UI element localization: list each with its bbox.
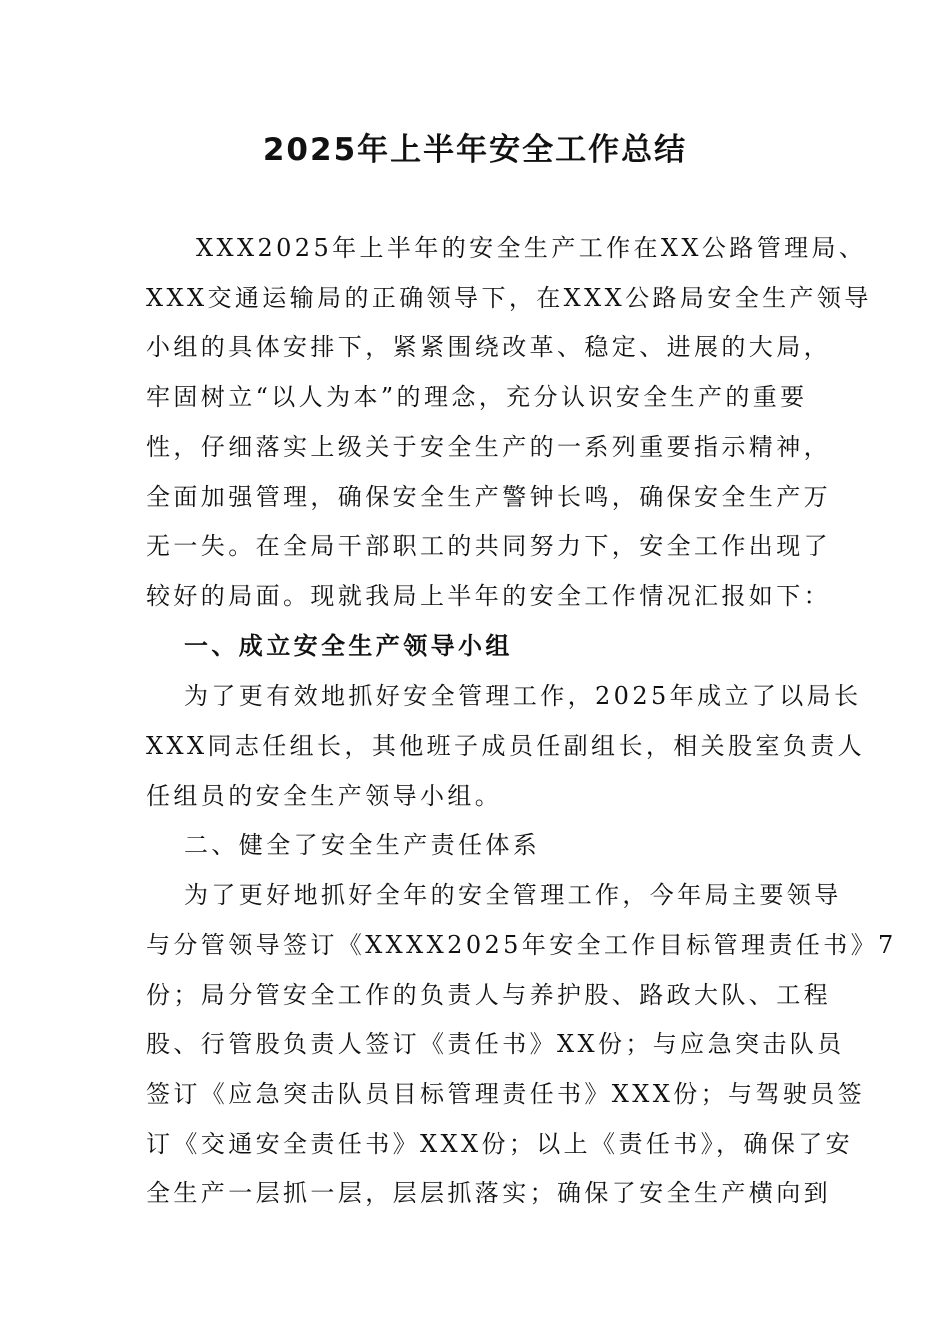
paragraph-line: 任组员的安全生产领导小组。 (146, 782, 503, 810)
paragraph-line: XXX2025年上半年的安全生产工作在XX公路管理局、 (196, 234, 867, 262)
paragraph-line: 性，仔细落实上级关于安全生产的一系列重要指示精神， (146, 433, 831, 461)
section-heading: 一、成立安全生产领导小组 (184, 632, 513, 660)
paragraph-line: 签订《应急突击队员目标管理责任书》XXX份；与驾驶员签 (146, 1080, 866, 1108)
paragraph-line: 为了更有效地抓好安全管理工作，2025年成立了以局长 (184, 682, 862, 710)
paragraph-line: XXX交通运输局的正确领导下，在XXX公路局安全生产领导 (146, 284, 872, 312)
paragraph-line: 全生产一层抓一层，层层抓落实；确保了安全生产横向到 (146, 1179, 831, 1207)
paragraph-line: 小组的具体安排下，紧紧围绕改革、稳定、进展的大局， (146, 333, 831, 361)
section-heading: 二、健全了安全生产责任体系 (184, 831, 541, 859)
paragraph-line: 股、行管股负责人签订《责任书》XX份；与应急突击队员 (146, 1030, 845, 1058)
paragraph-line: 全面加强管理，确保安全生产警钟长鸣，确保安全生产万 (146, 483, 831, 511)
paragraph-line: 为了更好地抓好全年的安全管理工作，今年局主要领导 (184, 881, 842, 909)
paragraph-line: 订《交通安全责任书》XXX份；以上《责任书》，确保了安 (146, 1130, 854, 1158)
paragraph-line: 与分管领导签订《XXXX2025年安全工作目标管理责任书》7 (146, 931, 897, 959)
document-title: 2025年上半年安全工作总结 (262, 132, 688, 168)
paragraph-line: 份；局分管安全工作的负责人与养护股、路政大队、工程 (146, 981, 831, 1009)
paragraph-line: 无一失。在全局干部职工的共同努力下，安全工作出现了 (146, 532, 831, 560)
paragraph-line: XXX同志任组长，其他班子成员任副组长，相关股室负责人 (146, 732, 866, 760)
paragraph-line: 较好的局面。现就我局上半年的安全工作情况汇报如下： (146, 582, 831, 610)
paragraph-line: 牢固树立“以人为本”的理念，充分认识安全生产的重要 (146, 383, 808, 411)
